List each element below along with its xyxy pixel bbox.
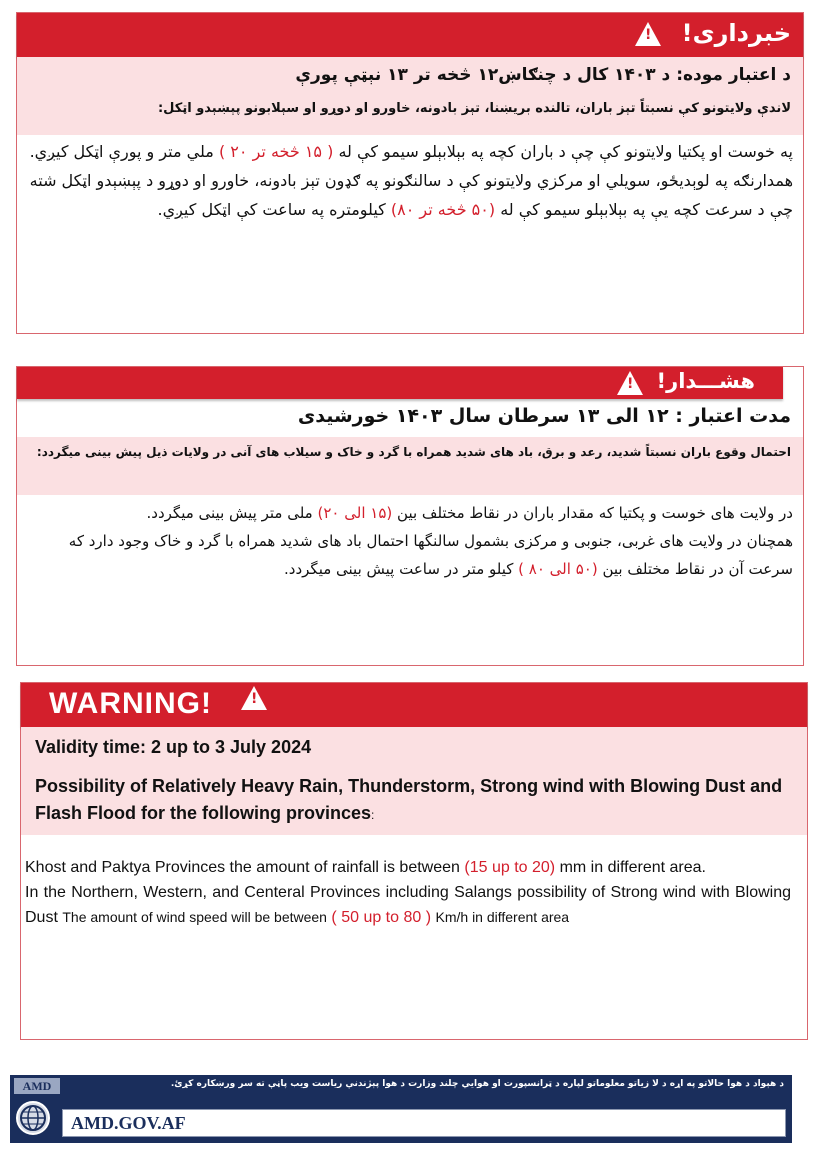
website-url-link[interactable]: AMD.GOV.AF — [62, 1109, 786, 1137]
dari-rain-range: (۱۵ الی ۲۰) — [317, 504, 393, 522]
globe-icon — [16, 1101, 50, 1135]
pashto-header-bar — [17, 13, 803, 57]
english-paragraph-wind: In the Northern, Western, and Centeral Provinces including Salangs possibility of Strong wind with Blowing Dust The amount of wind speed will be between ( 50 up to 80 ) Km/h in different area — [25, 884, 791, 926]
dari-header-bar — [17, 367, 783, 399]
english-subheading: Possibility of Relatively Heavy Rain, Thunderstorm, Strong wind with Blowing Dust and Flash Flood for the following provinces: — [35, 776, 783, 823]
english-warning-panel — [20, 682, 808, 1040]
english-info-box — [21, 727, 807, 835]
warning-triangle-icon: ! — [635, 22, 661, 46]
dari-info-box — [17, 437, 803, 495]
pashto-validity: د اعتبار موده: د ۱۴۰۳ کال د چنګاښ۱۲ څخه تر ۱۳ نېټې پورې — [295, 65, 791, 85]
pashto-paragraph-wind: همدارنګه په لوېدیځو، سویلي او مرکزي ولایتونو کې د سالنګونو په ګډون تېز بادونه، خاورو او دوړو د پېښېدو اټکل شته چې د سرعت کچه یې په بېلابېلو سیمو کې له (۵۰ څخه تر ۸۰) کیلومتره په ساعت کې اټکل کیږي. — [29, 171, 793, 219]
footer-bar — [10, 1075, 792, 1143]
pashto-title: خبرداری! — [681, 19, 791, 47]
dari-title: هشـــدار! — [656, 369, 755, 393]
english-header-bar — [21, 683, 807, 727]
pashto-warning-panel — [16, 12, 804, 334]
english-validity: Validity time: 2 up to 3 July 2024 — [35, 737, 312, 757]
english-paragraph-rain: Khost and Paktya Provinces the amount of rainfall is between (15 up to 20) mm in different area. — [25, 859, 706, 876]
pashto-body — [25, 137, 793, 224]
footer-message: د هېواد د هوا حالاتو په اړه د لا زیاتو معلوماتو لپاره د ټرانسپورت او هوایي چلند وزارت د هوا پېژندنې ریاست ویب پاڼې ته سر ورښکاره کړئ. — [170, 1079, 784, 1089]
pashto-paragraph-rain: په خوست او پکتیا ولایتونو کې چې د باران کچه په بېلابېلو سیمو کې له ( ۱۵ څخه تر ۲۰ ) ملي متر و پورې اټکل کیږي. — [29, 142, 793, 161]
english-body — [25, 855, 791, 930]
warning-triangle-icon: ! — [617, 371, 643, 395]
pashto-wind-range: (۵۰ څخه تر ۸۰) — [390, 200, 496, 219]
english-wind-range: ( 50 up to 80 ) — [331, 909, 432, 926]
dari-paragraph-wind: همچنان در ولایت های غربی، جنوبی و مرکزی بشمول سالنگها احتمال باد های شدید همراه با گرد و خاک وجود دارد که سرعت آن در نقاط مختلف بین (۵۰ الی ۸۰ ) کیلو متر در ساعت پیش بینی میگردد. — [68, 532, 793, 578]
dari-wind-range: (۵۰ الی ۸۰ ) — [518, 560, 598, 578]
warning-triangle-icon: ! — [241, 686, 267, 710]
amd-logo: AMD — [14, 1078, 60, 1094]
dari-paragraph-rain: در ولایت های خوست و پکتیا که مقدار باران در نقاط مختلف بین (۱۵ الی ۲۰) ملی متر پیش بینی میگردد. — [146, 504, 793, 522]
english-title: WARNING! — [49, 687, 212, 720]
dari-subheading: احتمال وقوع باران نسبتاً شدید، رعد و برق، باد های شدید همراه با گرد و خاک و سیلاب های آنی در ولایات ذیل پیش بینی میگردد: — [36, 445, 791, 459]
pashto-rain-range: ( ۱۵ څخه تر ۲۰ ) — [218, 142, 334, 161]
dari-validity: مدت اعتبار : ۱۲ الی ۱۳ سرطان سال ۱۴۰۳ خورشیدی — [297, 405, 791, 427]
dari-body — [25, 499, 793, 583]
english-rain-range: (15 up to 20) — [464, 859, 556, 876]
pashto-subheading: لاندې ولایتونو کې نسبتاً تېز باران، تالنده بریښنا، تېز بادونه، خاورو او دوړو او سېلابونو پېښېدو اټکل: — [157, 101, 791, 116]
pashto-info-box — [17, 57, 803, 135]
dari-warning-panel — [16, 366, 804, 666]
